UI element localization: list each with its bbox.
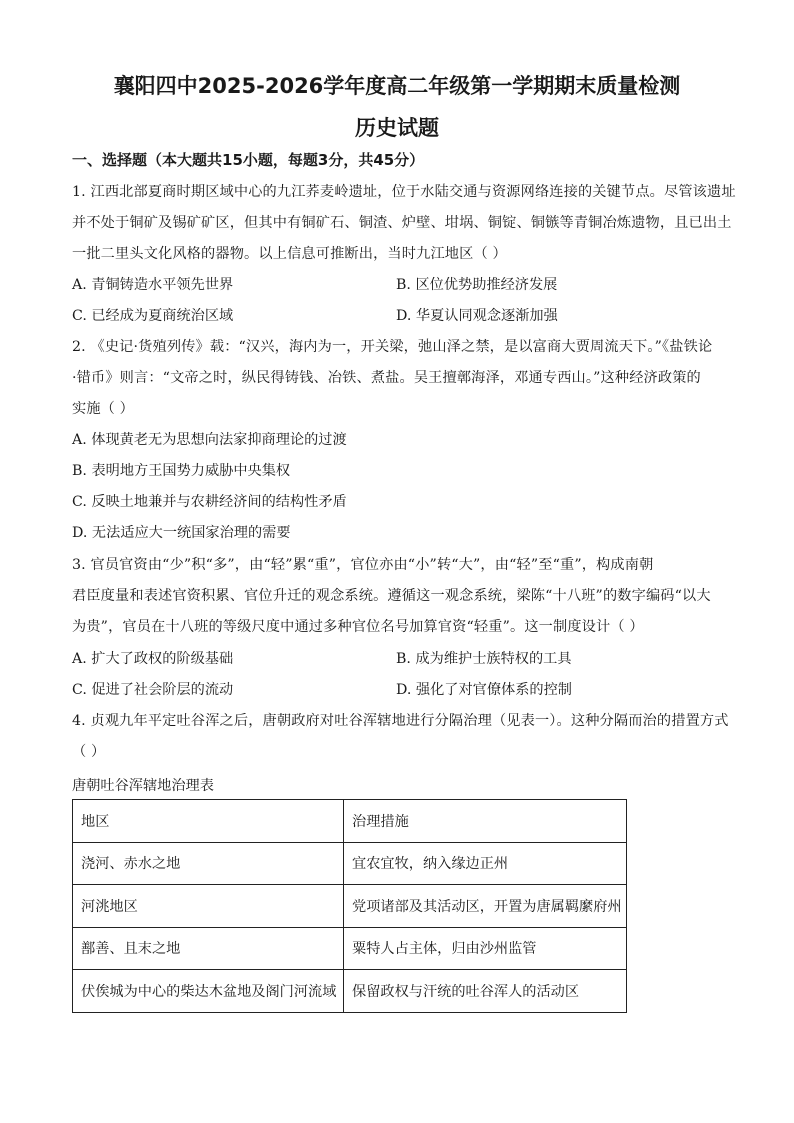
q1-line-2: 并不处于铜矿及锡矿矿区，但其中有铜矿石、铜渣、炉壁、坩埚、铜锭、铜镞等青铜冶炼遗物，且已出土 [72,215,732,231]
exam-subtitle: 历史试题 [355,116,439,140]
table-header-cell: 地区 [73,800,344,843]
table-row [73,927,627,970]
q1-option-c: C. 已经成为夏商统治区域 [72,308,234,324]
q2-option-d: D. 无法适应大一统国家治理的需要 [72,525,291,541]
table-caption: 唐朝吐谷浑辖地治理表 [72,778,214,794]
table-row [73,842,627,885]
table-cell-region: 浇河、赤水之地 [73,842,344,885]
section-heading: 一、选择题（本大题共15小题，每题3分，共45分） [72,151,425,169]
table-cell-region: 伏俟城为中心的柴达木盆地及阁门河流域 [73,970,344,1013]
exam-title: 襄阳四中2025-2026学年度高二年级第一学期期末质量检测 [113,74,681,98]
q3-option-c: C. 促进了社会阶层的流动 [72,682,234,698]
q1-option-d: D. 华夏认同观念逐渐加强 [396,308,558,324]
q4-line-1: 4. 贞观九年平定吐谷浑之后，唐朝政府对吐谷浑辖地进行分隔治理（见表一）。这种分隔而治的措置方式 [72,713,729,729]
q1-option-b: B. 区位优势助推经济发展 [396,277,558,293]
q2-option-b: B. 表明地方王国势力威胁中央集权 [72,463,291,479]
table-cell-measure: 宜农宜牧，纳入缘边正州 [344,842,627,885]
q2-line-1: 2. 《史记·货殖列传》载：“汉兴，海内为一，开关梁，弛山泽之禁，是以富商大贾周流天下。”《盐铁论 [72,339,713,355]
table-header-cell: 治理措施 [344,800,627,843]
q2-line-3: 实施（ ） [72,401,135,417]
q3-line-1: 3. 官员官资由“少”积“多”，由“轻”累“重”，官位亦由“小”转“大”，由“轻”至“重”，构成南朝 [72,557,654,573]
table-cell-region: 河洮地区 [73,885,344,928]
governance-table [72,799,627,1013]
q2-line-2: ·错币》则言：“文帝之时，纵民得铸钱、冶铁、煮盐。吴王擅鄣海泽，邓通专西山。”这种经济政策的 [72,370,701,386]
q3-option-b: B. 成为维护士族特权的工具 [396,651,572,667]
q3-option-a: A. 扩大了政权的阶级基础 [72,651,234,667]
q1-line-3: 一批二里头文化风格的器物。以上信息可推断出，当时九江地区（ ） [72,246,507,262]
table-cell-measure: 保留政权与汗统的吐谷浑人的活动区 [344,970,627,1013]
q2-option-a: A. 体现黄老无为思想向法家抑商理论的过渡 [72,432,347,448]
table-cell-measure: 粟特人占主体，归由沙州监管 [344,927,627,970]
q1-option-a: A. 青铜铸造水平领先世界 [72,277,234,293]
q3-option-d: D. 强化了对官僚体系的控制 [396,682,572,698]
q2-option-c: C. 反映土地兼并与农耕经济间的结构性矛盾 [72,494,347,510]
q4-line-2: （ ） [72,744,106,760]
table-row [73,885,627,928]
table-cell-region: 鄯善、且末之地 [73,927,344,970]
table-cell-measure: 党项诸部及其活动区，开置为唐属羁縻府州 [344,885,627,928]
table-header-row [73,800,627,843]
table-row [73,970,627,1013]
q3-line-3: 为贵”，官员在十八班的等级尺度中通过多种官位名号加算官资“轻重”。这一制度设计（ ） [72,619,644,635]
q1-line-1: 1. 江西北部夏商时期区域中心的九江荞麦岭遗址，位于水陆交通与资源网络连接的关键节点。尽管该遗址 [72,184,736,200]
q3-line-2: 君臣度量和表述官资积累、官位升迁的观念系统。遵循这一观念系统，梁陈“十八班”的数字编码“以大 [72,588,711,604]
